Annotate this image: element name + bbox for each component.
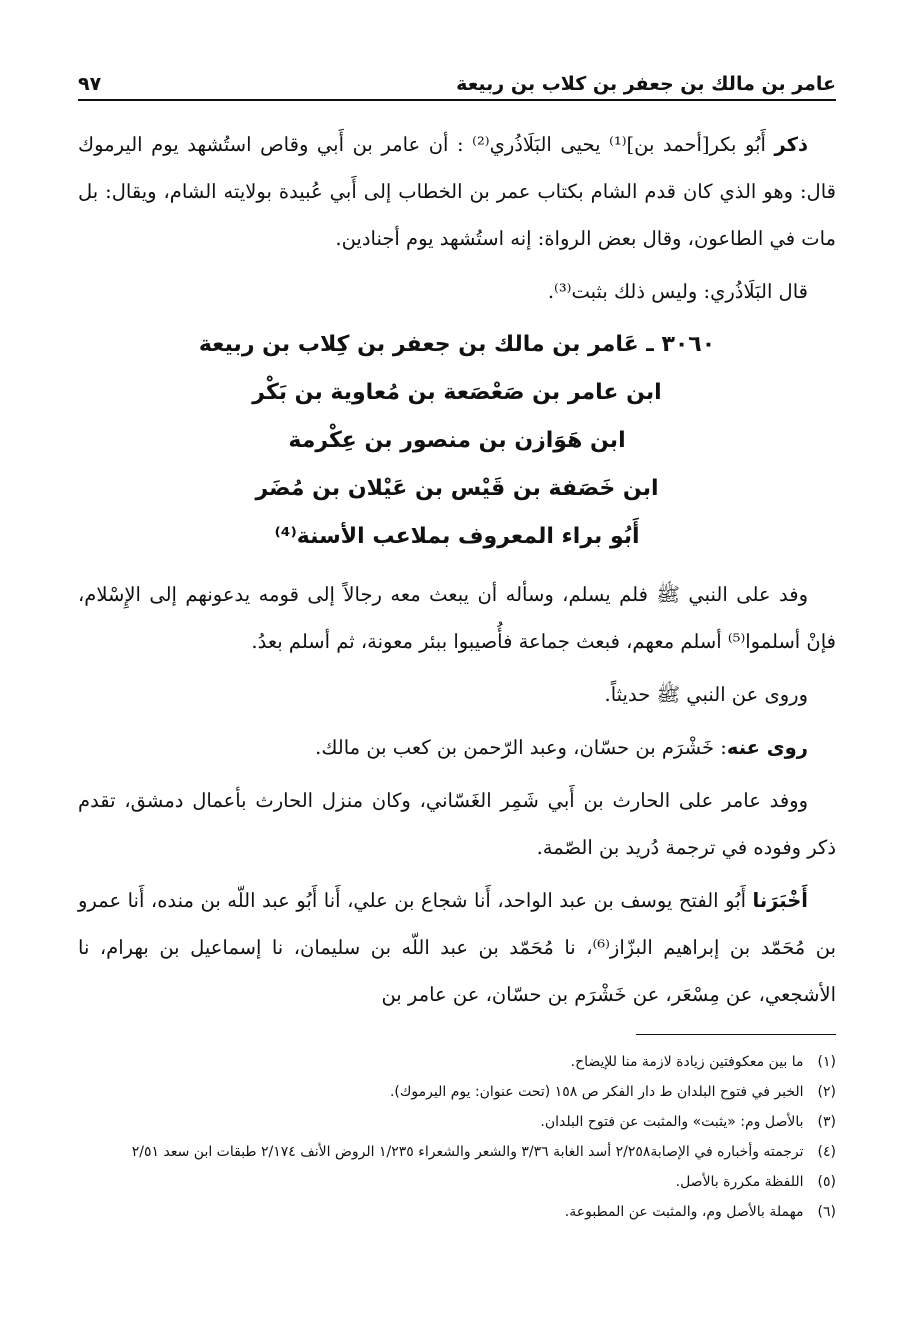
footnote-number: (٢) <box>817 1084 836 1100</box>
entry-heading-line: ٣٠٦٠ ـ عَامر بن مالك بن جعفر بن كِلاب بن ربيعة <box>198 332 716 357</box>
footnote <box>78 1137 836 1167</box>
footnote-number: (١) <box>817 1054 836 1070</box>
footnote <box>78 1167 836 1197</box>
footnote <box>78 1077 836 1107</box>
paragraph-text: قال البَلَاذُري: وليس ذلك بثبت⁽³⁾. <box>547 280 808 303</box>
footnote-text: ما بين معكوفتين زيادة لازمة منا للإيضاح. <box>570 1054 804 1070</box>
paragraph <box>78 268 836 315</box>
footnote-text: مهملة بالأصل وم، والمثبت عن المطبوعة. <box>564 1204 804 1220</box>
paragraph <box>78 777 836 871</box>
paragraph <box>78 571 836 665</box>
paragraph <box>78 121 836 262</box>
paragraph-text: وفد على النبي ﷺ فلم يسلم، وسأله أن يبعث معه رجالاً إلى قومه يدعونهم إلى الإِسْلام، فإنْ أسلموا⁽⁵⁾ أسلم معهم، فبعث جماعة فأُصيبوا ببئر معونة، ثم أسلم بعدُ. <box>78 583 836 653</box>
paragraph <box>78 877 836 1018</box>
entry-heading-line: ابن هَوَازن بن منصور بن عِكْرمة <box>288 428 626 453</box>
paragraph-lead: ذكر <box>774 133 808 156</box>
footnotes <box>78 1047 836 1227</box>
paragraph <box>78 724 836 771</box>
footnote-number: (٤) <box>817 1144 836 1160</box>
paragraph-text: : خَشْرَم بن حسّان، وعبد الرّحمن بن كعب بن مالك. <box>315 736 727 759</box>
paragraph-lead: أَخْبَرَنا <box>752 889 808 912</box>
footnote-text: الخبر في فتوح البلدان ط دار الفكر ص ١٥٨ (تحت عنوان: يوم اليرموك). <box>389 1084 804 1100</box>
footnote-text: ترجمته وأخباره في الإصابة٢/٢٥٨ أسد الغابة ٣/٣٦ والشعر والشعراء ١/٢٣٥ الروض الأنف ٢/١٧٤ طبقات ابن سعد ٢/٥١ <box>131 1144 804 1160</box>
page <box>78 55 836 1227</box>
footnote-number: (٦) <box>817 1204 836 1220</box>
paragraph-text: ووفد عامر على الحارث بن أَبي شَمِر الغَسّاني، وكان منزل الحارث بأعمال دمشق، تقدم ذكر وفوده في ترجمة دُريد بن الصّمة. <box>78 789 836 859</box>
paragraph-text: أَبُو بكر[أحمد بن]⁽¹⁾ يحيى البَلَاذُري⁽²⁾ : أن عامر بن أَبي وقاص استُشهد يوم اليرموك قال: وهو الذي كان قدم الشام بكتاب عمر بن الخطاب إلى أَبي عُبيدة بولايته الشام، ويقال: بل مات في الطاعون، وقال بعض الرواة: إنه استُشهد يوم أجنادين. <box>78 133 836 250</box>
footnote <box>78 1047 836 1077</box>
entry-heading-line: ابن عامر بن صَعْصَعة بن مُعاوية بن بَكْر <box>252 380 662 405</box>
footnote <box>78 1197 836 1227</box>
running-title: عامر بن مالك بن جعفر بن كلاب بن ربيعة <box>456 73 836 95</box>
running-header <box>78 55 836 101</box>
page-number: ٩٧ <box>78 73 102 95</box>
footnote-text: اللفظة مكررة بالأصل. <box>675 1174 804 1190</box>
entry-heading-line: ابن خَصَفة بن قَيْس بن عَيْلان بن مُضَر <box>255 476 659 501</box>
main-text <box>78 121 836 1018</box>
footnote-number: (٥) <box>817 1174 836 1190</box>
paragraph <box>78 671 836 718</box>
footnote-text: بالأصل وم: «يثبت» والمثبت عن فتوح البلدان. <box>540 1114 804 1130</box>
entry-heading-line: أَبُو براء المعروف بملاعب الأسنة⁽⁴⁾ <box>274 524 640 549</box>
entry-heading <box>78 321 836 561</box>
footnote-divider <box>636 1034 836 1035</box>
paragraph-lead: روى عنه <box>726 736 808 759</box>
footnote <box>78 1107 836 1137</box>
paragraph-text: وروى عن النبي ﷺ حديثاً. <box>604 683 808 706</box>
paragraph-text: أَبُو الفتح يوسف بن عبد الواحد، أَنا شجاع بن علي، أَنا أَبُو عبد اللّه بن منده، أَنا عمرو بن مُحَمّد بن إبراهيم البزّاز⁽⁶⁾، نا مُحَمّد بن عبد اللّه بن سليمان، نا إسماعيل بن بهرام، نا الأشجعي، عن مِسْعَر، عن خَشْرَم بن حسّان، عن عامر بن <box>78 889 836 1006</box>
footnote-number: (٣) <box>817 1114 836 1130</box>
